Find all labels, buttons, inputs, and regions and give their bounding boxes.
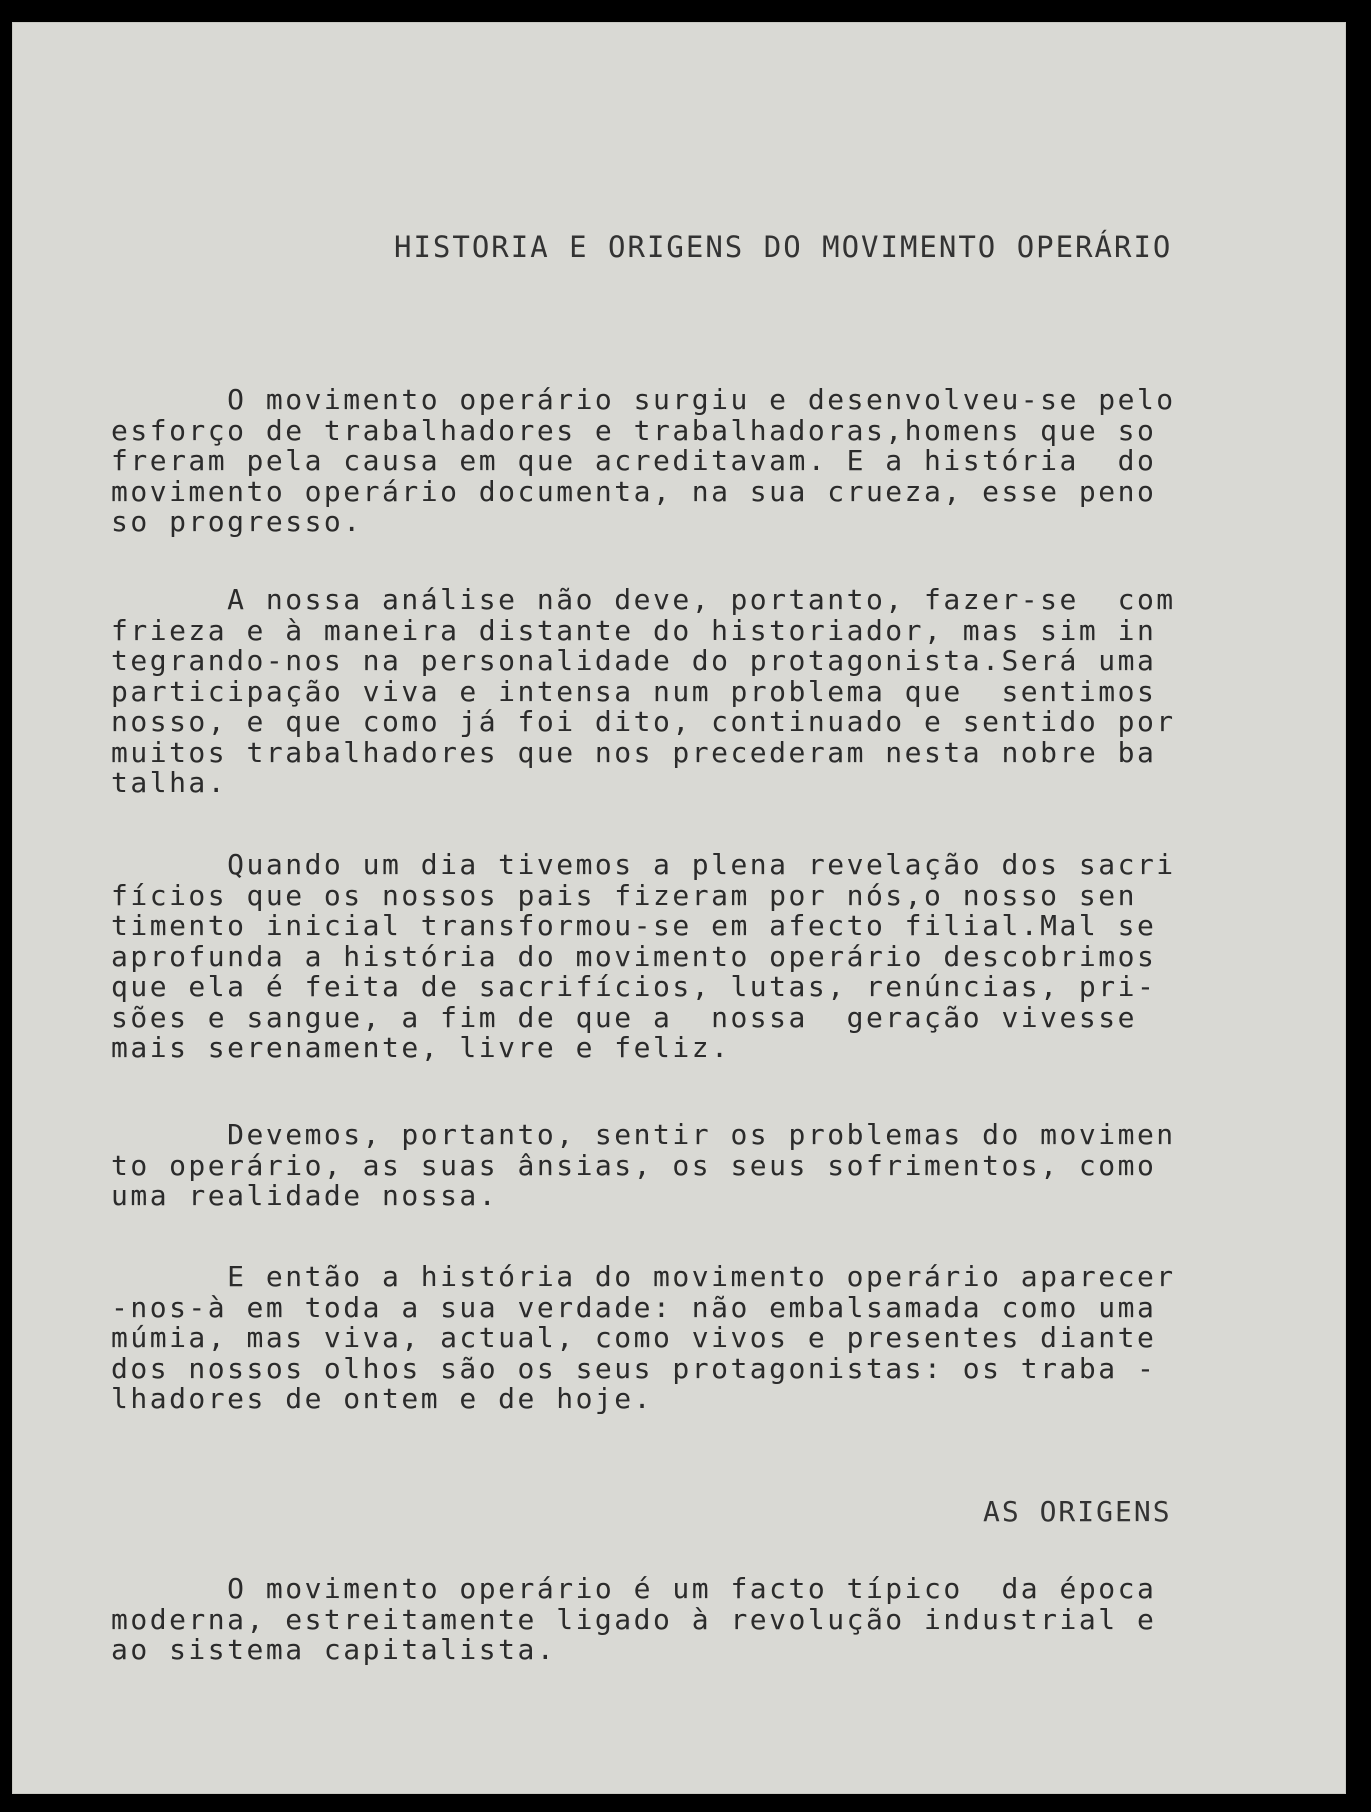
paragraph-line: movimento operário documenta, na sua crueza, esse peno: [111, 474, 1157, 508]
paragraph-line: muitos trabalhadores que nos precederam nesta nobre ba: [111, 735, 1157, 769]
paragraph-line: esforço de trabalhadores e trabalhadoras,homens que so: [111, 413, 1157, 447]
section-heading: AS ORIGENS: [983, 1495, 1172, 1528]
paragraph-line: timento inicial transformou-se em afecto filial.Mal se: [111, 909, 1157, 942]
paragraph-line: aprofunda a história do movimento operário descobrimos: [111, 939, 1157, 973]
paragraph-line: Quando um dia tivemos a plena revelação dos sacri: [111, 848, 1176, 881]
paragraph-line: A nossa análise não deve, portanto, fazer-se com: [111, 583, 1176, 616]
paragraph-line: E então a história do movimento operário aparecer: [111, 1260, 1176, 1293]
paragraph-6: [111, 1574, 1201, 1666]
paragraph-line: to operário, as suas ânsias, os seus sofrimentos, como: [111, 1148, 1157, 1182]
paragraph-line: dos nossos olhos são os seus protagonistas: os traba -: [111, 1351, 1157, 1385]
paragraph-line: talha.: [111, 766, 228, 799]
paragraph-line: frieza e à maneira distante do historiador, mas sim in: [111, 613, 1157, 647]
paragraph-2: [111, 585, 1201, 799]
paragraph-1: [111, 385, 1201, 538]
paragraph-line: participação viva e intensa num problema que sentimos: [111, 674, 1157, 708]
paragraph-line: sões e sangue, a fim de que a nossa geração vivesse: [111, 1000, 1137, 1034]
paragraph-line: O movimento operário surgiu e desenvolveu-se pelo: [111, 383, 1176, 416]
paragraph-line: ao sistema capitalista.: [111, 1633, 557, 1666]
paragraph-line: -nos-à em toda a sua verdade: não embalsamada como uma: [111, 1290, 1157, 1324]
paragraph-line: uma realidade nossa.: [111, 1179, 499, 1212]
paragraph-line: lhadores de ontem e de hoje.: [111, 1382, 654, 1415]
paragraph-line: múmia, mas viva, actual, como vivos e presentes diante: [111, 1321, 1157, 1354]
document-title: HISTORIA E ORIGENS DO MOVIMENTO OPERÁRIO: [394, 230, 1173, 264]
paragraph-line: Devemos, portanto, sentir os problemas do movimen: [111, 1118, 1176, 1151]
paragraph-line: fícios que os nossos pais fizeram por nós,o nosso sen: [111, 878, 1137, 912]
paragraph-5: [111, 1262, 1201, 1415]
paragraph-line: tegrando-nos na personalidade do protagonista.Será uma: [111, 644, 1157, 677]
paragraph-line: so progresso.: [111, 505, 363, 538]
paragraph-line: nosso, e que como já foi dito, continuado e sentido por: [111, 705, 1176, 738]
paragraph-line: moderna, estreitamente ligado à revolução industrial e: [111, 1602, 1157, 1636]
paragraph-4: [111, 1120, 1201, 1212]
paragraph-3: [111, 850, 1201, 1064]
paragraph-line: freram pela causa em que acreditavam. E a história do: [111, 444, 1157, 477]
paragraph-line: mais serenamente, livre e feliz.: [111, 1031, 731, 1064]
paragraph-line: O movimento operário é um facto típico da época: [111, 1572, 1157, 1605]
paragraph-line: que ela é feita de sacrifícios, lutas, renúncias, pri-: [111, 970, 1157, 1003]
